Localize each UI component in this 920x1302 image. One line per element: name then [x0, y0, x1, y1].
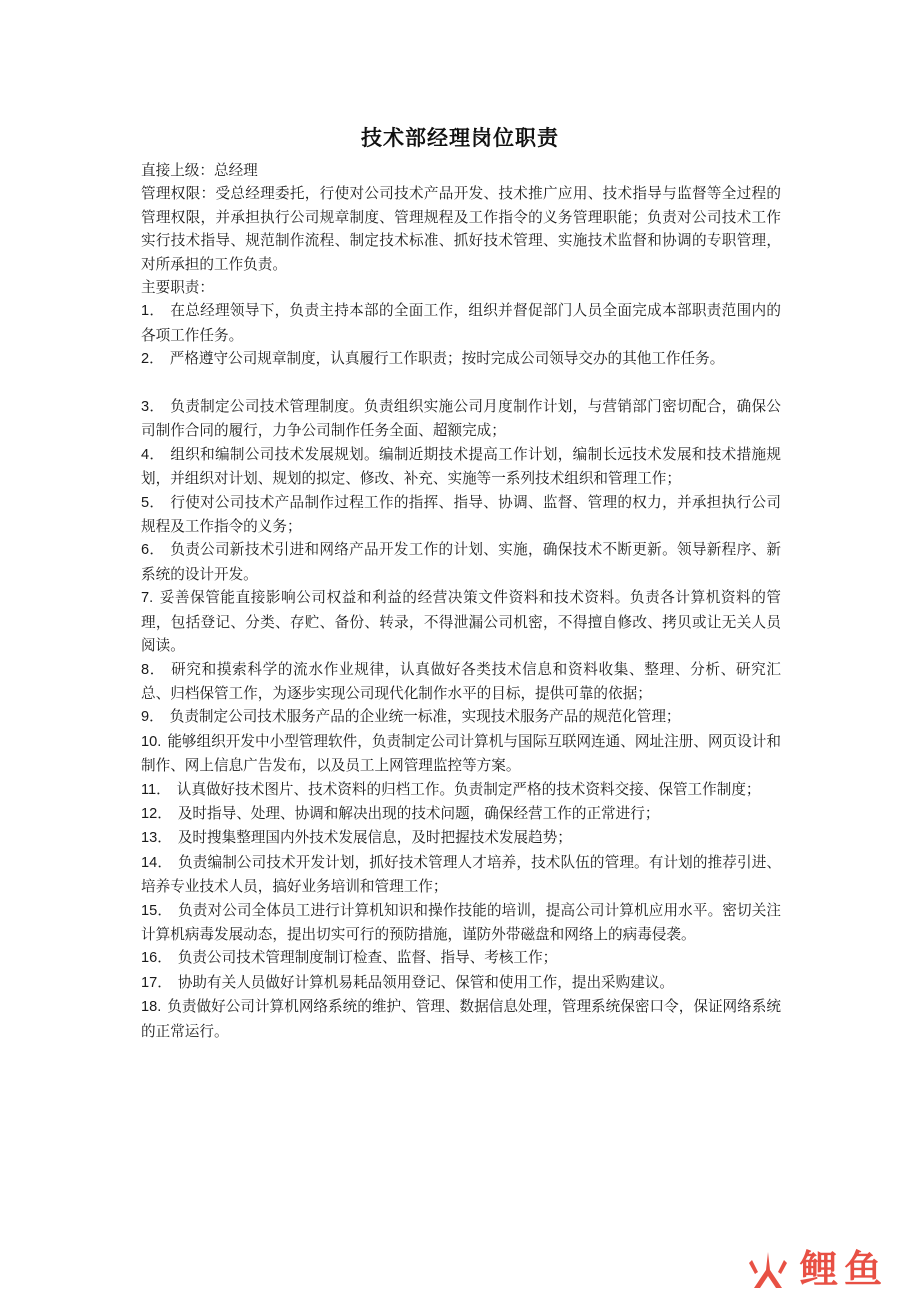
duty-item [141, 347, 781, 371]
duty-number: 17． [141, 974, 172, 991]
duty-item [141, 946, 781, 970]
duty-text: 负责做好公司计算机网络系统的维护、管理、数据信息处理，管理系统保密口令，保证网络系统的正常运行。 [141, 998, 781, 1040]
duty-number: 8． [141, 661, 166, 678]
duty-item [141, 299, 781, 347]
duty-number: 3． [141, 399, 165, 416]
duty-text: 及时搜集整理国内外技术发展信息，及时把握技术发展趋势； [177, 829, 572, 847]
duty-number: 10. [141, 733, 162, 750]
document-body [141, 159, 781, 1043]
duty-item [141, 538, 781, 586]
duty-item [141, 730, 781, 778]
duties-heading: 主要职责： [141, 279, 214, 297]
duty-number: 13． [141, 830, 172, 847]
management-authority: 管理权限：受总经理委托，行使对公司技术产品开发、技术推广应用、技术指导与监督等全过程的管理权限，并承担执行公司规章制度、管理规程及工作指令的义务管理职能；负责对公司技术工作实行技术指导、规范制作流程、制定技术标准、抓好技术管理、实施技术监督和协调的专职管理，对所承担的工作负责。 [141, 185, 781, 273]
duties-list [141, 299, 781, 1043]
direct-superior: 直接上级：总经理 [141, 162, 258, 179]
duty-text: 能够组织开发中小型管理软件，负责制定公司计算机与国际互联网连通、网址注册、网页设计和制作、网上信息广告发布，以及员工上网管理监控等方案。 [141, 732, 781, 775]
duty-text: 负责编制公司技术开发计划，抓好技术管理人才培养，技术队伍的管理。有计划的推荐引进、培养专业技术人员，搞好业务培训和管理工作； [141, 853, 781, 896]
duty-text: 严格遵守公司规章制度，认真履行工作职责；按时完成公司领导交办的其他工作任务。 [169, 350, 725, 368]
duty-item [141, 851, 781, 899]
flame-logo-icon [746, 1248, 790, 1290]
duty-item [141, 899, 781, 947]
duty-number: 5． [141, 494, 165, 511]
duty-number: 6． [141, 542, 165, 559]
duty-number: 15． [141, 902, 173, 919]
duty-number: 2． [141, 351, 164, 368]
duty-text: 负责公司新技术引进和网络产品开发工作的计划、实施，确保技术不断更新。领导新程序、新系统的设计开发。 [141, 541, 781, 583]
duty-item [141, 802, 781, 826]
watermark-text: 鲤鱼 [800, 1247, 889, 1291]
duty-text: 认真做好技术图片、技术资料的归档工作。负责制定严格的技术资料交接、保管工作制度； [176, 780, 761, 798]
duty-number: 11． [141, 781, 171, 798]
duty-item [141, 971, 781, 995]
duty-item [141, 658, 781, 706]
duty-number: 7. [141, 590, 154, 607]
paragraph-gap [141, 372, 781, 395]
duty-text: 负责对公司全体员工进行计算机知识和操作技能的培训，提高公司计算机应用水平。密切关注计算机病毒发展动态，提出切实可行的预防措施，谨防外带磁盘和网络上的病毒侵袭。 [141, 901, 781, 943]
duty-text: 负责公司技术管理制度制订检查、监督、指导、考核工作； [177, 949, 558, 967]
duty-text: 负责制定公司技术服务产品的企业统一标准，实现技术服务产品的规范化管理； [169, 708, 681, 726]
duty-item [141, 705, 781, 729]
duty-text: 行使对公司技术产品制作过程工作的指挥、指导、协调、监督、管理的权力，并承担执行公司规程及工作指令的义务； [141, 493, 781, 536]
duty-text: 研究和摸索科学的流水作业规律，认真做好各类技术信息和资料收集、整理、分析、研究汇总、归档保管工作，为逐步实现公司现代化制作水平的目标，提供可靠的依据； [141, 660, 781, 702]
duty-item [141, 395, 781, 443]
duty-item [141, 443, 781, 491]
duty-text: 妥善保管能直接影响公司权益和利益的经营决策文件资料和技术资料。负责各计算机资料的管理，包括登记、分类、存贮、备份、转录，不得泄漏公司机密，不得擅自修改、拷贝或让无关人员阅读。 [141, 589, 781, 655]
duty-number: 12． [141, 805, 172, 822]
duty-text: 在总经理领导下，负责主持本部的全面工作，组织并督促部门人员全面完成本部职责范围内的各项工作任务。 [141, 302, 781, 344]
duty-number: 16． [141, 950, 172, 967]
duty-number: 9． [141, 709, 164, 726]
duty-item [141, 826, 781, 850]
duty-number: 1． [141, 303, 165, 320]
duty-text: 组织和编制公司技术发展规划。编制近期技术提高工作计划，编制长远技术发展和技术措施规划，并组织对计划、规划的拟定、修改、补充、实施等一系列技术组织和管理工作； [141, 445, 781, 488]
duty-number: 4． [141, 446, 165, 463]
duty-number: 18. [141, 999, 162, 1016]
duty-item [141, 491, 781, 539]
duty-item [141, 586, 781, 657]
watermark-logo [742, 1246, 902, 1292]
duty-text: 负责制定公司技术管理制度。负责组织实施公司月度制作计划，与营销部门密切配合，确保公司制作合同的履行，力争公司制作任务全面、超额完成； [141, 398, 781, 440]
duty-text: 协助有关人员做好计算机易耗品领用登记、保管和使用工作，提出采购建议。 [177, 973, 675, 991]
document-title: 技术部经理岗位职责 [361, 126, 559, 150]
duty-item [141, 995, 781, 1043]
duty-number: 14． [141, 854, 173, 871]
duty-text: 及时指导、处理、协调和解决出现的技术问题，确保经营工作的正常进行； [177, 804, 660, 822]
duty-item [141, 778, 781, 802]
